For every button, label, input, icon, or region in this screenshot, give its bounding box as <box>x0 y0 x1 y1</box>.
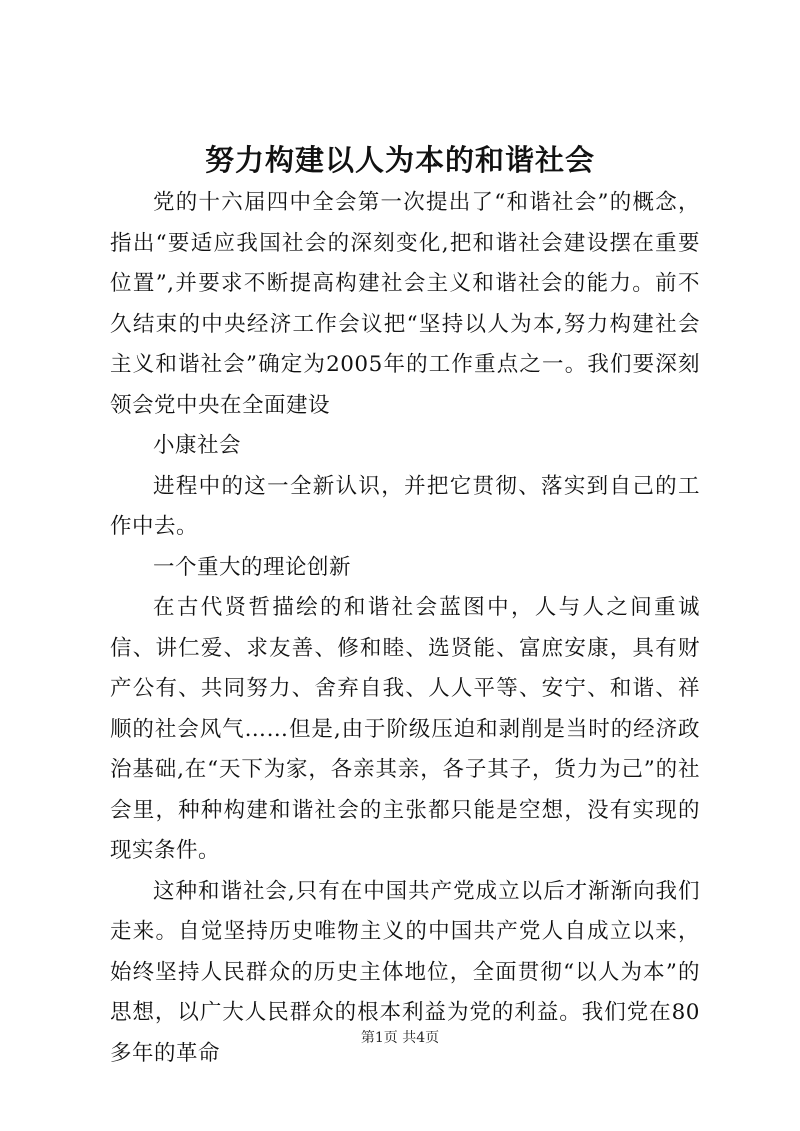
document-title: 努力构建以人为本的和谐社会 <box>204 143 595 177</box>
document-body <box>110 183 700 1074</box>
paragraph: 小康社会 <box>153 433 242 458</box>
page-number-footer: 第1页 共4页 <box>360 1030 440 1046</box>
paragraph: 在古代贤哲描绘的和谐社会蓝图中，人与人之间重诚信、讲仁爱、求友善、修和睦、选贤能、富庶安康，具有财产公有、共同努力、舍弃自我、人人平等、安宁、和谐、祥顺的社会风气……但是,由于阶级压迫和剥削是当时的经济政治基础,在“天下为家，各亲其亲，各子其子，货力为己”的社会里，种种构建和谐社会的主张都只能是空想，没有实现的现实条件。 <box>110 595 700 863</box>
paragraph: 党的十六届四中全会第一次提出了“和谐社会”的概念，指出“要适应我国社会的深刻变化,把和谐社会建设摆在重要位置”,并要求不断提高构建社会主义和谐社会的能力。前不久结束的中央经济工作会议把“坚持以人为本,努力构建社会主义和谐社会”确定为2005年的工作重点之一。我们要深刻领会党中央在全面建设 <box>110 190 700 418</box>
paragraph: 进程中的这一全新认识，并把它贯彻、落实到自己的工作中去。 <box>110 473 700 539</box>
paragraph: 这种和谐社会,只有在中国共产党成立以后才渐渐向我们走来。自觉坚持历史唯物主义的中国共产党人自成立以来，始终坚持人民群众的历史主体地位，全面贯彻“以人为本”的思想，以广大人民群众的根本利益为党的利益。我们党在80多年的革命 <box>110 878 700 1066</box>
section-heading: 一个重大的理论创新 <box>153 554 352 580</box>
